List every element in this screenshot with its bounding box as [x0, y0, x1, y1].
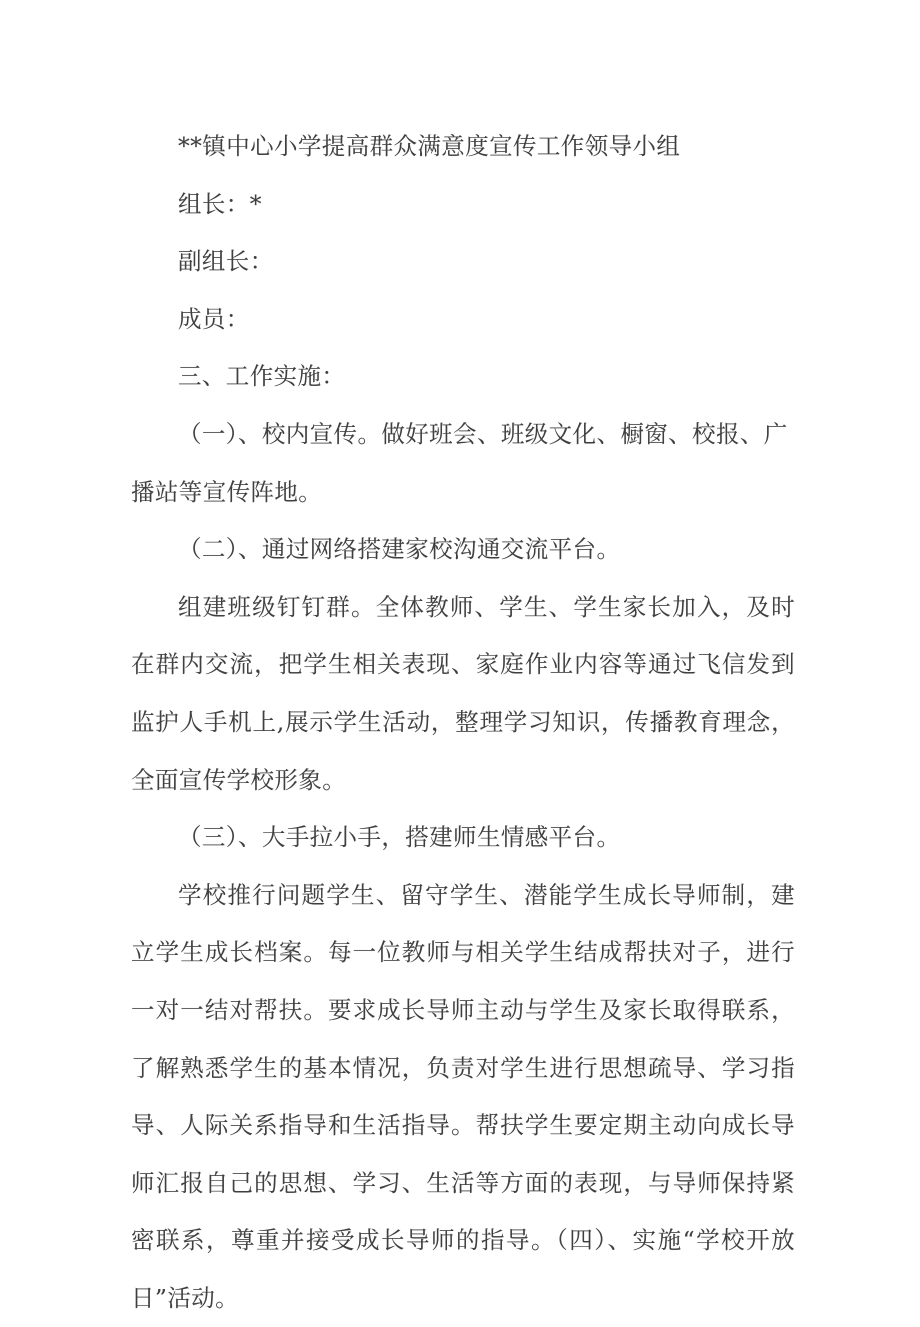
document-text-body: [131, 118, 795, 1327]
paragraph-members: 成员：: [178, 304, 250, 333]
paragraph-item-three: （三）、大手拉小手，搭建师生情感平台。: [178, 823, 621, 852]
paragraph-item-two: （二）、通过网络搭建家校沟通交流平台。: [178, 535, 621, 564]
paragraph-heading-group: **镇中心小学提高群众满意度宣传工作领导小组: [178, 132, 681, 160]
paragraph-deputy-leader: 副组长：: [178, 247, 274, 276]
paragraph-section-three: 三、工作实施：: [178, 362, 346, 391]
paragraph-leader: 组长：*: [178, 189, 262, 218]
paragraph-item-two-body: 组建班级钉钉群。全体教师、学生、学生家长加入，及时在群内交流，把学生相关表现、家庭作业内容等通过飞信发到监护人手机上,展示学生活动，整理学习知识，传播教育理念，全面宣传学校形象。: [131, 592, 795, 794]
paragraph-item-three-body: 学校推行问题学生、留守学生、潜能学生成长导师制，建立学生成长档案。每一位教师与相关学生结成帮扶对子，进行一对一结对帮扶。要求成长导师主动与学生及家长取得联系，了解熟悉学生的基本情况，负责对学生进行思想疏导、学习指导、人际关系指导和生活指导。帮扶学生要定期主动向成长导师汇报自己的思想、学习、生活等方面的表现，与导师保持紧密联系，尊重并接受成长导师的指导。（四）、实施“学校开放日”活动。: [131, 880, 795, 1312]
paragraph-item-one: （一）、校内宣传。做好班会、班级文化、橱窗、校报、广播站等宣传阵地。: [131, 419, 788, 506]
